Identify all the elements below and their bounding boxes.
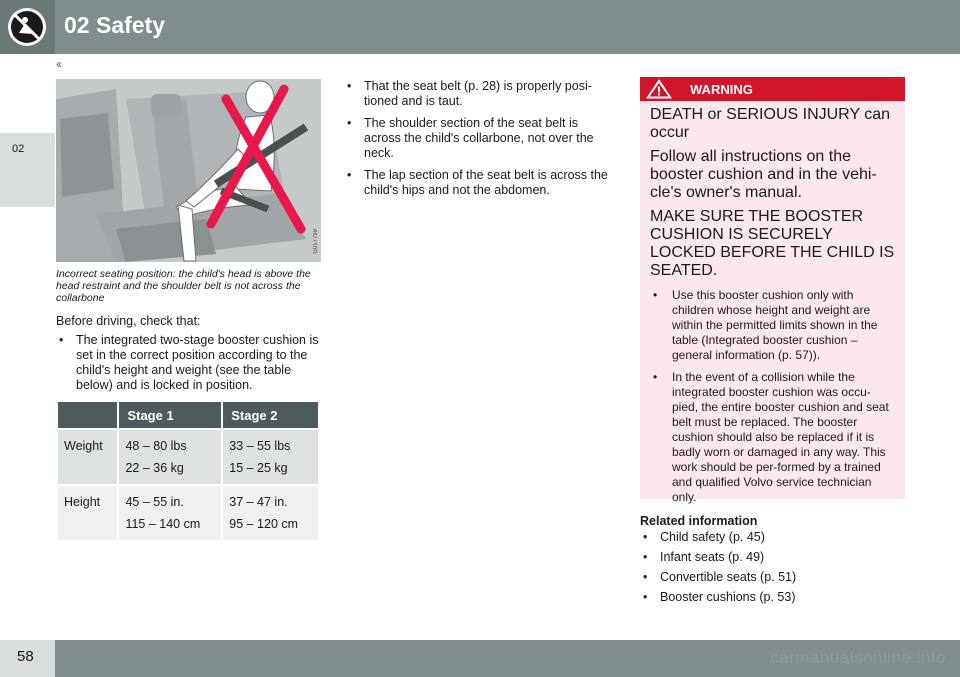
list-item: • In the event of a collision while the integrated booster cushion was occu-pied, the entire booster cushion and seat belt must be replaced. The booster cushion should also be replaced if it is badly worn or damaged in any way. This work should be per-formed by a trained and qualified Volvo service technician only. [650, 370, 895, 505]
related-info-list [640, 530, 902, 610]
table-header-stage1: Stage 1 [119, 402, 221, 428]
page-title: 02 Safety [64, 12, 166, 38]
cell-line: 22 – 36 kg [125, 461, 184, 475]
related-link[interactable]: • Infant seats (p. 49) [640, 550, 902, 565]
cell-line: 45 – 55 in. [125, 495, 184, 509]
no-child-seat-icon [0, 0, 55, 54]
related-link[interactable]: • Convertible seats (p. 51) [640, 570, 902, 585]
table-row [58, 430, 318, 484]
checklist-left [56, 333, 324, 400]
related-info-title: Related information [640, 514, 758, 528]
related-link[interactable]: • Child safety (p. 45) [640, 530, 902, 545]
warning-box [640, 77, 905, 504]
chapter-tab-label: 02 [12, 143, 25, 155]
list-item: • Use this booster cushion only with children whose height and weight are within the permitted limits shown in the table (Integrated booster cushion – general information (p. 57)). [650, 288, 895, 363]
table-row [58, 486, 318, 540]
warning-title: WARNING [690, 82, 753, 97]
table-cell [119, 486, 221, 540]
table-header-blank [58, 402, 117, 428]
warning-line: Follow all instructions on the booster cushion and in the vehi-cle's owner's manual. [650, 148, 877, 201]
warning-triangle-icon [646, 79, 672, 102]
checklist-middle [344, 79, 616, 205]
seating-illustration [56, 79, 321, 262]
related-link[interactable]: • Booster cushions (p. 53) [640, 590, 902, 605]
list-item: • The lap section of the seat belt is across the child's hips and not the abdomen. [344, 168, 616, 198]
cell-line: 15 – 25 kg [229, 461, 288, 475]
cell-line: 95 – 120 cm [229, 517, 299, 531]
warning-bullets [650, 288, 895, 505]
cell-line: 37 – 47 in. [229, 495, 288, 509]
watermark: carmanualsonline.info [770, 648, 946, 667]
page-number: 58 [17, 648, 34, 665]
back-link[interactable]: ‹‹ [56, 57, 60, 71]
table-cell [223, 430, 318, 484]
table-cell [119, 430, 221, 484]
table-cell [223, 486, 318, 540]
row-label: Weight [58, 430, 117, 484]
warning-header [640, 77, 905, 101]
figure-caption: Incorrect seating position: the child's head is above the head restraint and the shoulder belt is not across the collarbone [56, 268, 311, 304]
cell-line: 33 – 55 lbs [229, 439, 291, 453]
warning-line: MAKE SURE THE BOOSTER CUSHION IS SECURELY LOCKED BEFORE THE CHILD IS SEATED. [650, 208, 895, 279]
cell-line: 115 – 140 cm [125, 517, 201, 531]
warning-body [640, 101, 905, 505]
row-label: Height [58, 486, 117, 540]
list-item: • The integrated two-stage booster cushion is set in the correct position according to the child's height and weight (see the table below) and is locked in position. [56, 333, 324, 393]
chapter-tab[interactable] [0, 133, 55, 207]
list-item: • The shoulder section of the seat belt is across the child's collarbone, not over the neck. [344, 116, 616, 161]
list-item: • That the seat belt (p. 28) is properly posi-tioned and is taut. [344, 79, 616, 109]
booster-stage-table [56, 400, 320, 542]
warning-line: DEATH or SERIOUS INJURY can occur [650, 106, 891, 141]
figure-code: G017799 [313, 229, 319, 254]
table-header-stage2: Stage 2 [223, 402, 318, 428]
cell-line: 48 – 80 lbs [125, 439, 187, 453]
checklist-intro: Before driving, check that: [56, 314, 201, 328]
